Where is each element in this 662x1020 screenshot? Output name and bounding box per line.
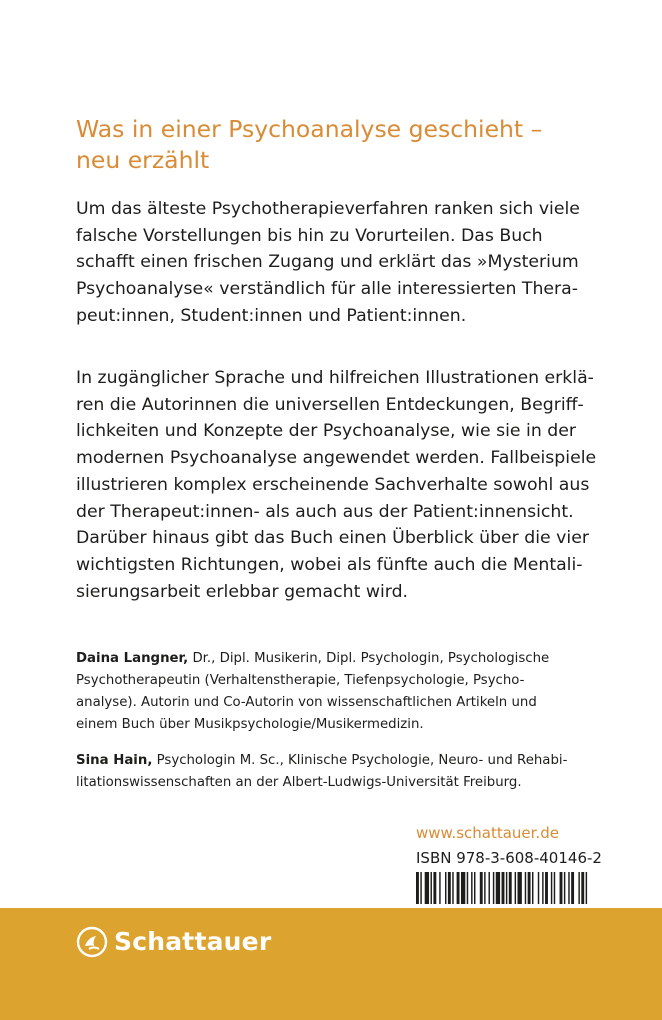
author-bio-sina-hain [76, 750, 616, 794]
publisher-logo [76, 926, 271, 958]
barcode-stripe [551, 872, 552, 904]
headline [76, 114, 596, 176]
barcode-stripe [461, 872, 465, 904]
barcode-stripe [431, 872, 432, 904]
barcode-stripe [554, 872, 555, 904]
barcode-stripe [445, 872, 446, 904]
author-bio-daina-langner [76, 648, 616, 736]
barcode-stripe [448, 872, 451, 904]
barcode-stripe [564, 872, 565, 904]
author-bio-first-line [76, 750, 616, 772]
barcode-stripe [518, 872, 522, 904]
barcode-stripe [467, 872, 468, 904]
text-line: schafft einen frischen Zugang und erklärt das »Mysterium [76, 252, 579, 273]
text-line: Psychotherapeutin (Verhaltenstherapie, Tiefenpsychologie, Psycho- [76, 673, 525, 688]
text-line: falsche Vorstellungen bis hin zu Vorurteilen. Das Buch [76, 225, 543, 246]
headline-line-1: Was in einer Psychoanalyse geschieht – [76, 115, 543, 143]
barcode-stripe [416, 872, 419, 904]
text-line: sierungsarbeit erlebbar gemacht wird. [76, 581, 409, 602]
barcode-stripe [433, 872, 436, 904]
headline-line-2: neu erzählt [76, 146, 210, 174]
barcode-stripe [509, 872, 512, 904]
barcode-stripe [420, 872, 421, 904]
barcode-stripe [474, 872, 475, 904]
text-line: der Therapeut:innen- als auch aus der Patient:innensicht. [76, 501, 574, 522]
barcode-stripe [515, 872, 516, 904]
barcode-stripe [560, 872, 563, 904]
barcode-stripe [480, 872, 483, 904]
text-line: analyse). Autorin und Co-Autorin von wissenschaftlichen Artikeln und [76, 695, 537, 710]
barcode-stripe [538, 872, 539, 904]
barcode-stripe [532, 872, 533, 904]
text-line: ren die Autorinnen die universellen Entdeckungen, Begriff- [76, 394, 584, 415]
text-line: illustrieren komplex erscheinende Sachverhalte sowohl aus [76, 474, 590, 495]
barcode-stripe [457, 872, 460, 904]
barcode-stripe [425, 872, 429, 904]
text-line: einem Buch über Musikpsychologie/Musikermedizin. [76, 717, 424, 732]
author-name: Daina Langner, [76, 651, 189, 666]
text-line: lichkeiten und Konzepte der Psychoanalyse, wie sie in der [76, 421, 576, 442]
barcode-stripe [581, 872, 584, 904]
barcode-stripe [586, 872, 587, 904]
publisher-footer-band [0, 908, 662, 1020]
barcode-stripe [496, 872, 500, 904]
isbn-number: ISBN 978-3-608-40146-2 [416, 849, 602, 867]
text-line: wichtigsten Richtungen, wobei als fünfte auch die Mentali- [76, 554, 583, 575]
text-line: litationswissenschaften an der Albert-Ludwigs-Universität Freiburg. [76, 775, 522, 790]
barcode-stripe [471, 872, 472, 904]
author-bio-first-line [76, 648, 616, 670]
text-line: Um das älteste Psychotherapieverfahren ranken sich viele [76, 199, 580, 219]
barcode-stripe [439, 872, 440, 904]
publisher-website[interactable]: www.schattauer.de [416, 824, 559, 842]
description-paragraph-2 [76, 365, 606, 605]
barcode-stripe [578, 872, 579, 904]
barcode-stripe [452, 872, 453, 904]
barcode-stripe [525, 872, 526, 904]
barcode-stripe [484, 872, 485, 904]
description-paragraph-1 [76, 196, 606, 330]
author-bio-text: Psychologin M. Sc., Klinische Psychologie, Neuro- und Rehabi- [152, 753, 568, 768]
barcode-stripe [506, 872, 507, 904]
schattauer-logo-icon [76, 926, 108, 958]
text-line: In zugänglicher Sprache und hilfreichen Illustrationen erklä- [76, 368, 594, 388]
barcode-stripe [489, 872, 490, 904]
text-line: Psychoanalyse« verständlich für alle interessierten Thera- [76, 279, 578, 300]
author-bio-text: Dr., Dipl. Musikerin, Dipl. Psychologin, Psychologische [188, 651, 550, 666]
barcode-stripe [493, 872, 494, 904]
barcode-stripe [571, 872, 574, 904]
barcode [416, 872, 646, 904]
barcode-stripe [502, 872, 505, 904]
author-name: Sina Hain, [76, 753, 153, 768]
barcode-stripe [528, 872, 531, 904]
text-line: Darüber hinaus gibt das Buch einen Überblick über die vier [76, 528, 589, 549]
barcode-stripe [568, 872, 569, 904]
text-line: modernen Psychoanalyse angewendet werden. Fallbeispiele [76, 448, 597, 469]
barcode-stripe [542, 872, 543, 904]
barcode-stripe [545, 872, 548, 904]
publisher-name: Schattauer [114, 927, 272, 956]
text-line: peut:innen, Student:innen und Patient:innen. [76, 305, 467, 326]
